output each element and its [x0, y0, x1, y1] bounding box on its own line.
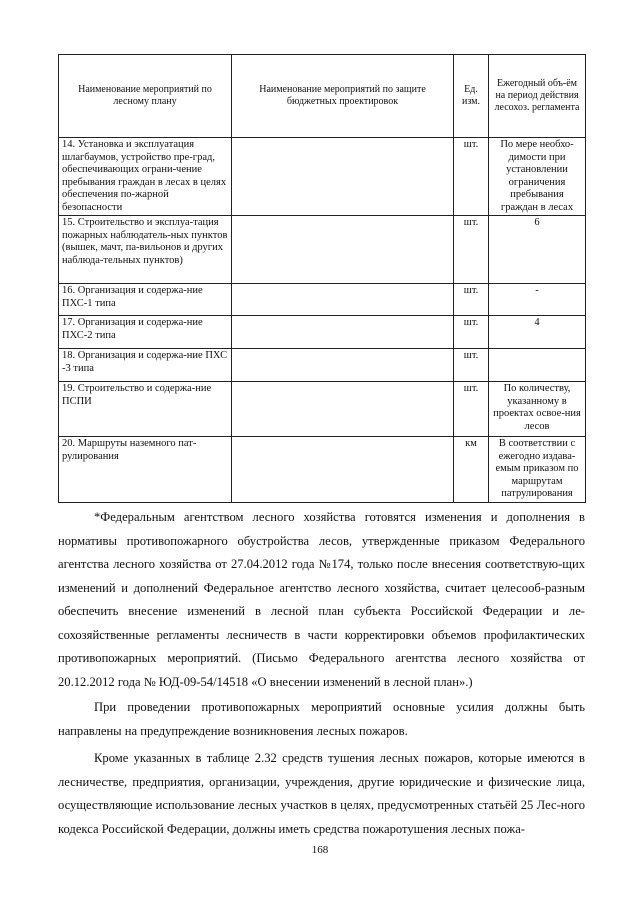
- row-name: 14. Установка и эксплуатация шлагбаумов, устройство пре-град, обеспечивающих ограни-чение пребывания граждан в лесах в целях обеспечения по-жарной безопасности: [59, 138, 232, 216]
- table-row: [59, 284, 586, 316]
- row-budget: [232, 216, 454, 284]
- row-value: [489, 349, 586, 382]
- row-name: 20. Маршруты наземного пат-рулирования: [59, 437, 232, 503]
- table-row: [59, 349, 586, 382]
- footnote-paragraph: *Федеральным агентством лесного хозяйства готовятся изменения и дополнения в нормативы противопожарного обустройства лесов, утвержденные приказом Федерального агентства лесного хозяйства от 27.04.2012 года №174, только после внесения соответствую-щих изменений и дополнений Федеральное агентство лесного хозяйства, считает целесооб-разным обеспечить внесение изменений в лесной план субъекта Российской Федерации и ле-сохозяйственные регламенты лесничеств в части корректировки объемов профилактических противопожарных мероприятий. (Письмо Федерального агентства лесного хозяйства от 20.12.2012 года № ЮД-09-54/14518 «О внесении изменений в лесной план».): [58, 510, 585, 689]
- row-name: 15. Строительство и эксплуа-тация пожарных наблюдатель-ных пунктов (вышек, мачт, па-вильонов и других наблюда-тельных пунктов): [59, 216, 232, 284]
- row-value: По количеству, указанному в проектах освое-ния лесов: [489, 382, 586, 437]
- row-unit: шт.: [454, 382, 489, 437]
- row-unit: шт.: [454, 284, 489, 316]
- table-row: [59, 437, 586, 503]
- paragraph-means: Кроме указанных в таблице 2.32 средств тушения лесных пожаров, которые имеются в лесничестве, предприятия, организации, учреждения, другие юридические и физические лица, осуществляющие использование лесных участков в целях, предусмотренных статьёй 25 Лес-ного кодекса Российской Федерации, должны иметь средства пожаротушения лесных пожа-: [58, 751, 585, 836]
- body-text: [58, 506, 585, 841]
- row-name: 18. Организация и содержа-ние ПХС -3 типа: [59, 349, 232, 382]
- row-unit: шт.: [454, 349, 489, 382]
- row-budget: [232, 284, 454, 316]
- page-number: 168: [311, 844, 329, 856]
- header-col-plan: Наименование мероприятий по лесному плану: [59, 55, 232, 138]
- row-budget: [232, 316, 454, 349]
- row-unit: км: [454, 437, 489, 503]
- measures-table: [58, 54, 586, 503]
- row-unit: шт.: [454, 316, 489, 349]
- header-col-budget: Наименование мероприятий по защите бюджетных проектировок: [232, 55, 454, 138]
- row-value: -: [489, 284, 586, 316]
- row-budget: [232, 138, 454, 216]
- table-row: [59, 138, 586, 216]
- table-header-row: [59, 55, 586, 138]
- row-name: 17. Организация и содержа-ние ПХС-2 типа: [59, 316, 232, 349]
- header-col-unit: Ед. изм.: [454, 55, 489, 138]
- table-row: [59, 316, 586, 349]
- row-value: 4: [489, 316, 586, 349]
- table-row: [59, 216, 586, 284]
- row-value: В соответствии с ежегодно издава-емым приказом по маршрутам патрулирования: [489, 437, 586, 503]
- row-value: 6: [489, 216, 586, 284]
- row-name: 16. Организация и содержа-ние ПХС-1 типа: [59, 284, 232, 316]
- row-unit: шт.: [454, 216, 489, 284]
- row-budget: [232, 382, 454, 437]
- row-budget: [232, 349, 454, 382]
- row-value: По мере необхо-димости при установлении ограничения пребывания граждан в лесах: [489, 138, 586, 216]
- row-budget: [232, 437, 454, 503]
- paragraph-prevention: При проведении противопожарных мероприятий основные усилия должны быть направлены на предупреждение возникновения лесных пожаров.: [58, 700, 585, 738]
- row-unit: шт.: [454, 138, 489, 216]
- header-col-volume: Ежегодный объ-ём на период действия лесохоз. регламента: [489, 55, 586, 138]
- row-name: 19. Строительство и содержа-ние ПСПИ: [59, 382, 232, 437]
- table-row: [59, 382, 586, 437]
